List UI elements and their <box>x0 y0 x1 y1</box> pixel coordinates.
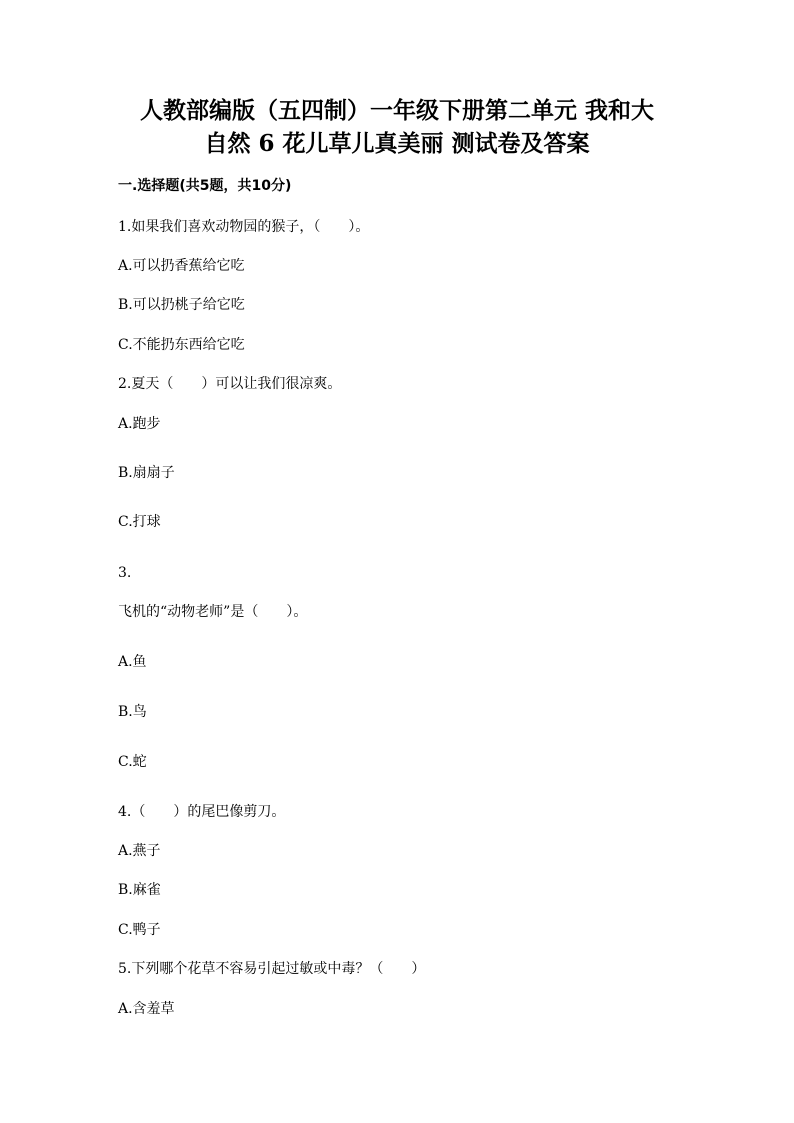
question-1-option-b: B.可以扔桃子给它吃 <box>118 297 245 313</box>
question-2-option-a: A.跑步 <box>118 416 161 432</box>
section-heading: 一.选择题(共5题，共10分) <box>118 178 292 194</box>
question-1-option-a: A.可以扔香蕉给它吃 <box>118 258 245 274</box>
question-3-number: 3. <box>118 565 132 581</box>
document-title-line-2: 自然 6 花儿草儿真美丽 测试卷及答案 <box>204 130 590 157</box>
question-4-option-b: B.麻雀 <box>118 882 161 898</box>
question-5-stem: 5.下列哪个花草不容易引起过敏或中毒？（ ） <box>118 961 426 977</box>
document-title-line-1: 人教部编版（五四制）一年级下册第二单元 我和大 <box>139 97 654 124</box>
question-4-option-c: C.鸭子 <box>118 922 161 938</box>
question-4-stem: 4.（ ）的尾巴像剪刀。 <box>118 804 286 820</box>
question-4-option-a: A.燕子 <box>118 843 161 859</box>
question-2-option-c: C.打球 <box>118 514 161 530</box>
question-2-stem: 2.夏天（ ）可以让我们很凉爽。 <box>118 376 342 392</box>
question-3-stem: 飞机的“动物老师”是（ ）。 <box>118 604 308 620</box>
question-1-option-c: C.不能扔东西给它吃 <box>118 337 245 353</box>
question-3-option-b: B.鸟 <box>118 704 147 720</box>
question-3-option-a: A.鱼 <box>118 654 147 670</box>
question-5-option-a: A.含羞草 <box>118 1001 175 1017</box>
question-1-stem: 1.如果我们喜欢动物园的猴子，（ ）。 <box>118 219 370 235</box>
question-2-option-b: B.扇扇子 <box>118 465 175 481</box>
question-3-option-c: C.蛇 <box>118 754 147 770</box>
